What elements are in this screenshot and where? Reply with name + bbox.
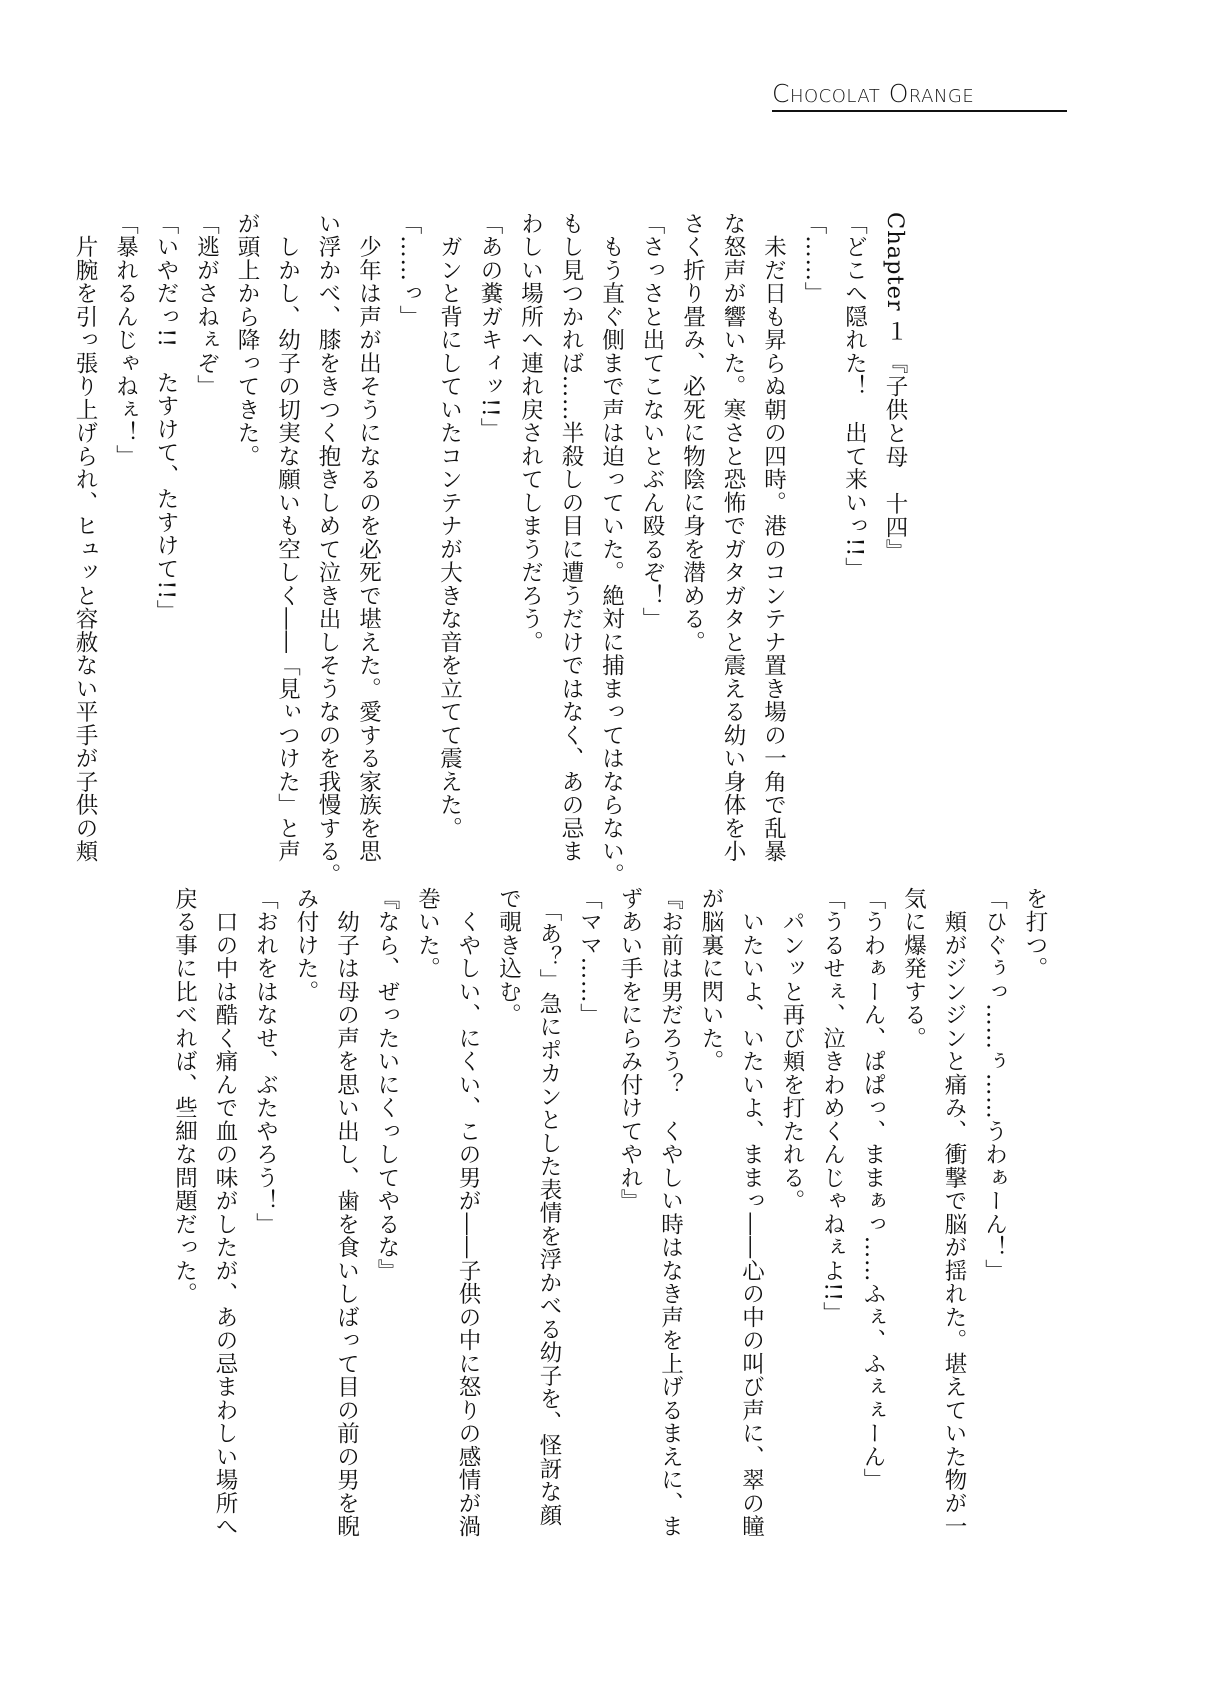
text-line: 「おれをはなせ、ぶたやろう！」 [252, 887, 279, 1236]
text-line: くやしい、にくい、この男が――子供の中に怒りの感情が渦 [455, 887, 481, 1538]
text-line: 気に爆発する。 [900, 887, 927, 1050]
text-line: い浮かべ、膝をきつく抱きしめて泣き出しそうなのを我慢する。 [315, 212, 341, 887]
text-line: 「あ？」急にポカンとした表情を浮かべる幼子を、怪訝な顔 [536, 887, 562, 1527]
text-line: 『なら、ぜったいにくっしてやるな』 [374, 887, 400, 1283]
text-line: 「いやだっ!! たすけて、たすけて!!」 [153, 212, 179, 624]
text-line: 「暴れるんじゃねぇ！」 [112, 212, 139, 468]
text-line: 「ひぐぅっ……ぅ……うわぁーん！」 [981, 887, 1008, 1283]
text-line: ずあい手をにらみ付けてやれ』 [617, 887, 643, 1213]
text-line: いたいよ、いたいよ、ままっ――心の中の叫び声に、翠の瞳 [738, 887, 765, 1538]
text-line: 「あの糞ガキィッ!!」 [477, 212, 503, 441]
book-title: Chocolat Orange [772, 79, 975, 108]
text-line: 「うるせぇ、泣きわめくんじゃねぇよ!!」 [819, 887, 846, 1326]
text-line: 幼子は母の声を思い出し、歯を食いしばって目の前の男を睨 [333, 887, 360, 1538]
text-line: 頬がジンジンと痛み、衝撃で脳が揺れた。堪えていた物が一 [941, 887, 967, 1538]
text-line: な怒声が響いた。寒さと恐怖でガタガタと震える幼い身体を小 [720, 212, 746, 863]
text-line: わしい場所へ連れ戻されてしまうだろう。 [517, 212, 544, 654]
text-line: 「ママ……」 [576, 887, 603, 1027]
upper-text-block [72, 212, 915, 887]
text-line: 戻る事に比べれば、些細な問題だった。 [171, 887, 198, 1306]
text-line: もう直ぐ側まで声は迫っていた。絶対に捕まってはならない。 [598, 212, 625, 887]
text-line: もし見つかれば……半殺しの目に遭うだけではなく、あの忌ま [558, 212, 584, 863]
chapter-heading: Chapter １ 『子供と母 十四』 [882, 212, 908, 563]
text-line: さく折り畳み、必死に物陰に身を潜める。 [679, 212, 706, 654]
text-line: パンッと再び頬を打たれる。 [779, 887, 805, 1213]
text-line: 『お前は男だろう？ くやしい時はなき声を上げるまえに、ま [657, 887, 684, 1538]
text-line: み付けた。 [293, 887, 319, 1004]
text-line: 「どこへ隠れた！ 出て来いっ!!」 [841, 212, 868, 581]
text-line: ガンと背にしていたコンテナが大きな音を立てて震えた。 [436, 212, 463, 840]
text-line: 「逃がさねぇぞ」 [193, 212, 220, 398]
text-line: 「うわぁーん、ぱぱっ、ままぁっ……ふぇ、ふぇぇーん」 [860, 887, 886, 1492]
text-line: が頭上から降ってきた。 [234, 212, 260, 468]
lower-text-block [171, 887, 1055, 1538]
text-line: しかし、幼子の切実な願いも空しく――「見ぃつけた」と声 [274, 212, 301, 863]
text-line: で覗き込む。 [495, 887, 522, 1027]
text-line: 巻いた。 [414, 887, 441, 980]
text-line: を打つ。 [1022, 887, 1048, 980]
running-header [772, 80, 1067, 112]
text-line: 「さっさと出てこないとぶん殴るぞ！」 [639, 212, 665, 631]
text-line: 少年は声が出そうになるのを必死で堪えた。愛する家族を思 [355, 212, 382, 863]
text-line: が脳裏に閃いた。 [698, 887, 724, 1073]
text-line: 未だ日も昇らぬ朝の四時。港のコンテナ置き場の一角で乱暴 [760, 212, 787, 863]
text-line: 片腕を引っ張り上げられ、ヒュッと容赦ない平手が子供の頬 [72, 212, 98, 863]
text-line: 「……」 [801, 212, 827, 305]
text-line: 口の中は酷く痛んで血の味がしたが、あの忌まわしい場所へ [212, 887, 238, 1538]
text-line: 「……っ」 [396, 212, 422, 329]
